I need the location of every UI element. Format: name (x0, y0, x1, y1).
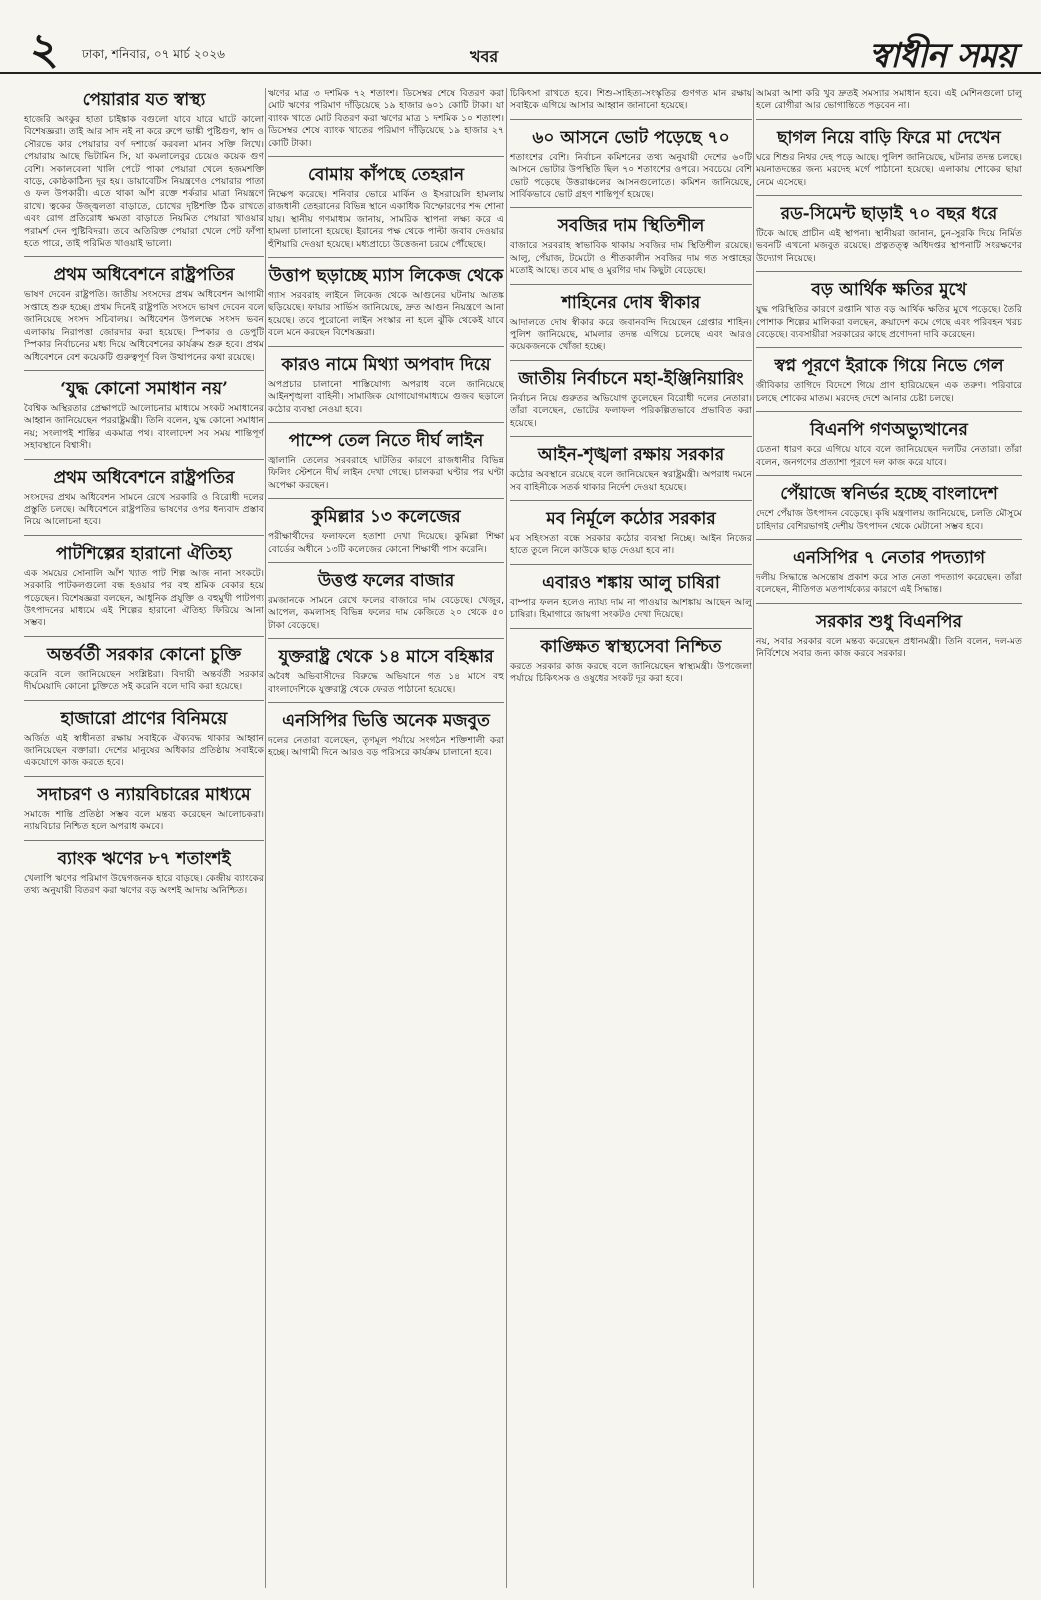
story-body: গ্যাস সরবরাহ লাইনে লিকেজ থেকে আগুনের ঘটনায় আতঙ্ক ছড়িয়েছে। ফায়ার সার্ভিস জানিয়েছে, দ্রুত আগুন নিয়ন্ত্রণে আনা হয়েছে। তবে পুরোনো লাইন সংস্কার না হলে ঝুঁকি থেকেই যাবে বলে মনে করছেন বিশেষজ্ঞরা। (268, 290, 504, 339)
story-body: সংসদের প্রথম অধিবেশন সামনে রেখে সরকারি ও বিরোধী দলের প্রস্তুতি চলছে। অধিবেশনে রাষ্ট্রপতির ভাষণের ওপর ধন্যবাদ প্রস্তাব নিয়ে আলোচনা হবে। (24, 491, 264, 528)
story-headline: এনসিপির ভিত্তি অনেক মজবুত (282, 710, 490, 731)
story-body: চেতনা ধারণ করে এগিয়ে যাবে বলে জানিয়েছেন দলটির নেতারা। তাঁরা বলেন, জনগণের প্রত্যাশা পূরণে দল কাজ করে যাবে। (756, 444, 1022, 468)
story-body: খেলাপি ঋণের পরিমাণ উদ্বেগজনক হারে বাড়ছে। কেন্দ্রীয় ব্যাংকের তথ্য অনুযায়ী বিতরণ করা ঋণের বড় অংশই আদায় অনিশ্চিত। (24, 872, 264, 897)
story-headline: প্রথম অধিবেশনে রাষ্ট্রপতির (53, 467, 235, 488)
column-3 (510, 88, 752, 1600)
story-headline: বিএনপি গণঅভ্যুত্থানের (810, 420, 968, 441)
story-headline: আইন-শৃঙ্খলা রক্ষায় সরকার (537, 445, 725, 466)
story-headline: হাজারো প্রাণের বিনিময়ে (60, 708, 228, 729)
news-story (268, 431, 504, 499)
story-headline: যুক্তরাষ্ট্র থেকে ১৪ মাসে বহিষ্কার (278, 647, 494, 668)
story-body: এক সময়ের সোনালি আঁশ খ্যাত পাট শিল্প আজ নানা সংকটে। সরকারি পাটকলগুলো বন্ধ হওয়ার পর বহু শ্রমিক বেকার হয়ে পড়েছেন। বিশেষজ্ঞরা বলছেন, আধুনিক প্রযুক্তি ও বহুমুখী পাটপণ্য উৎপাদনের মাধ্যমে এই শিল্পের হারানো ঐতিহ্য ফিরিয়ে আনা সম্ভব। (24, 567, 264, 629)
story-headline: জাতীয় নির্বাচনে মহা-ইঞ্জিনিয়ারিং (518, 368, 744, 389)
story-headline: রড-সিমেন্ট ছাড়াই ৭০ বছর ধরে (780, 204, 998, 225)
story-body: দলীয় সিদ্ধান্তে অসন্তোষ প্রকাশ করে সাত নেতা পদত্যাগ করেছেন। তাঁরা বলেছেন, নীতিগত মতপার্থক্যের কারণে এই সিদ্ধান্ত। (756, 571, 1022, 596)
news-story (756, 484, 1022, 540)
story-body: জ্বালানি তেলের সরবরাহে ঘাটতির কারণে রাজধানীর বিভিন্ন ফিলিং স্টেশনে দীর্ঘ লাইন দেখা গেছে। চালকরা ঘণ্টার পর ঘণ্টা অপেক্ষা করছেন। (268, 454, 504, 491)
news-story (24, 90, 264, 257)
news-story (268, 355, 504, 423)
story-body: বাম্পার ফলন হলেও ন্যায্য দাম না পাওয়ার আশঙ্কায় আছেন আলু চাষিরা। হিমাগারে জায়গা সংকটও দেখা দিয়েছে। (510, 596, 752, 621)
news-story (268, 266, 504, 347)
news-story (510, 637, 752, 692)
story-body: দেশে পেঁয়াজ উৎপাদন বেড়েছে। কৃষি মন্ত্রণালয় জানিয়েছে, চলতি মৌসুমে চাহিদার বেশিরভাগই দেশীয় উৎপাদন থেকে মেটানো সম্ভব হবে। (756, 508, 1022, 532)
news-story (24, 785, 264, 841)
story-headline: শাহিনের দোষ স্বীকার (561, 292, 701, 313)
story-headline: কারও নামে মিথ্যা অপবাদ দিয়ে (281, 354, 491, 375)
story-body: যুদ্ধ পরিস্থিতির কারণে রপ্তানি খাত বড় আর্থিক ক্ষতির মুখে পড়েছে। তৈরি পোশাক শিল্পের মালিকরা বলছেন, ক্রয়াদেশ কমে গেছে এবং পরিবহন খরচ বেড়েছে। ব্যবসায়ীরা সরকারের কাছে প্রণোদনা দাবি করেছেন। (756, 304, 1022, 341)
story-body: বৈশ্বিক অস্থিরতার প্রেক্ষাপটে আলোচনার মাধ্যমে সংকট সমাধানের আহ্বান জানিয়েছেন পররাষ্ট্রমন্ত্রী। তিনি বলেন, যুদ্ধ কোনো সমাধান নয়; সংলাপই শান্তির একমাত্র পথ। বাংলাদেশ সব সময় শান্তিপূর্ণ সহাবস্থানে বিশ্বাসী। (24, 402, 264, 452)
story-headline: অন্তর্বর্তী সরকার কোনো চুক্তি (46, 644, 242, 665)
story-body: মব সহিংসতা বন্ধে সরকার কঠোর ব্যবস্থা নিচ্ছে। আইন নিজের হাতে তুলে নিলে কাউকে ছাড় দেওয়া হবে না। (510, 532, 752, 557)
story-headline: সবজির দাম স্থিতিশীল (557, 216, 705, 237)
news-story (510, 216, 752, 284)
news-story (756, 356, 1022, 412)
story-body: ঋণের মাত্র ৩ দশমিক ৭২ শতাংশ। ডিসেম্বর শেষে বিতরণ করা মোট ঋণের পরিমাণ দাঁড়িয়েছে ১৯ হাজার ৬০১ কোটি টাকা। যা ব্যাংক খাতে মোট বিতরণ করা ঋণের মাত্র ১ দশমিক ১০ শতাংশ। ডিসেম্বর শেষে ব্যাংক খাতের পরিমাণ দাঁড়িয়েছে ১৯ হাজার ২৭ কোটি টাকা। (268, 88, 504, 149)
story-body: রমজানকে সামনে রেখে ফলের বাজারে দাম বেড়েছে। খেজুর, আপেল, কমলাসহ বিভিন্ন ফলের দাম কেজিতে ২০ থেকে ৫০ টাকা বেড়েছে। (268, 594, 504, 631)
story-body: ঘরে শিশুর নিথর দেহ পড়ে আছে। পুলিশ জানিয়েছে, ঘটনার তদন্ত চলছে। ময়নাতদন্তের জন্য মরদেহ মর্গে পাঠানো হয়েছে। এলাকায় শোকের ছায়া নেমে এসেছে। (756, 151, 1022, 188)
story-headline: ‘যুদ্ধ কোনো সমাধান নয়’ (60, 378, 228, 399)
news-story (510, 509, 752, 565)
story-body: নির্বাচন নিয়ে গুরুতর অভিযোগ তুলেছেন বিরোধী দলের নেতারা। তাঁরা বলেছেন, ভোটের ফলাফল পরিকল্পিতভাবে প্রভাবিত করা হয়েছে। (510, 392, 752, 429)
news-story (756, 548, 1022, 604)
story-headline: কুমিল্লার ১৩ কলেজের (311, 507, 461, 528)
story-body: করতে সরকার কাজ করছে বলে জানিয়েছেন স্বাস্থ্যমন্ত্রী। উপজেলা পর্যায়ে চিকিৎসক ও ওষুধের সংকট দূর করা হবে। (510, 660, 752, 684)
story-headline: পাম্পে তেল নিতে দীর্ঘ লাইন (288, 430, 484, 451)
story-body: বাজারে সরবরাহ স্বাভাবিক থাকায় সবজির দাম স্থিতিশীল রয়েছে। আলু, পেঁয়াজ, টমেটো ও শীতকালীন সবজির দাম গত সপ্তাহের মতোই আছে। তবে মাছ ও মুরগির দাম কিছুটা বেড়েছে। (510, 240, 752, 277)
story-body: করেনি বলে জানিয়েছেন সংশ্লিষ্টরা। বিদায়ী অন্তর্বর্তী সরকার দীর্ঘমেয়াদি কোনো চুক্তিতে সই করেনি বলে দাবি করা হয়েছে। (24, 668, 264, 693)
story-headline: সদাচরণ ও ন্যায়বিচারের মাধ্যমে (37, 784, 251, 805)
story-body: শতাংশের বেশি। নির্বাচন কমিশনের তথ্য অনুযায়ী দেশের ৬০টি আসনে ভোটার উপস্থিতি ছিল ৭০ শতাংশের ওপরে। সবচেয়ে বেশি ভোট পড়েছে উত্তরাঞ্চলের আসনগুলোতে। কমিশন জানিয়েছে, সার্বিকভাবে ভোট গ্রহণ শান্তিপূর্ণ হয়েছে। (510, 151, 752, 201)
masthead (0, 0, 1041, 74)
section-title: খবর (470, 47, 499, 66)
story-body: দলের নেতারা বলেছেন, তৃণমূল পর্যায়ে সংগঠন শক্তিশালী করা হচ্ছে। আগামী দিনে আরও বড় পরিসরে কার্যক্রম চালানো হবে। (268, 734, 504, 759)
story-headline: এনসিপির ৭ নেতার পদত্যাগ (792, 547, 986, 568)
news-story (268, 507, 504, 563)
news-story (756, 204, 1022, 272)
story-body: হাজেরি অংকুর হাতা চাইঙ্কাক বগুলো যাবে যারে ঘাটে কালো বিশেষজ্ঞরা। তাই আর সাদ নই না করে রুপে ভাঙ্কী পুষ্টিগুণ, স্বাদ ও সৌরভে কার পেয়ারার বর্ণ দশার্জে করবলা মানব সক্তি লিখে। পেয়ারায় আছে ভিটামিন সি, যা কমলালেবুর চেয়েও কয়েক গুণ বেশি। সকালবেলা খালি পেটে পাকা পেয়ারা খেলে হজমশক্তি বাড়ে, কোষ্ঠকাঠিন্য দূর হয়। ডায়াবেটিস নিয়ন্ত্রণেও পেয়ারার পাতা ও ফল উপকারী। এতে থাকা আঁশ রক্তে শর্করার মাত্রা নিয়ন্ত্রণে রাখে। ত্বকের উজ্জ্বলতা বাড়াতে, চোখের দৃষ্টিশক্তি ঠিক রাখতে এবং রোগ প্রতিরোধ ক্ষমতা বাড়াতে নিয়মিত পেয়ারা খাওয়ার পরামর্শ দেন পুষ্টিবিদরা। তবে অতিরিক্ত পেয়ারা খেলে পেট ফাঁপা হতে পারে, তাই পরিমিত খাওয়াই ভালো। (24, 114, 264, 250)
news-story (268, 165, 504, 258)
news-story (24, 849, 264, 904)
story-headline: বড় আর্থিক ক্ষতির মুখে (811, 280, 967, 301)
news-story (24, 379, 264, 460)
story-body: নয়, সবার সরকার বলে মন্তব্য করেছেন প্রধানমন্ত্রী। তিনি বলেন, দল-মত নির্বিশেষে সবার জন্য কাজ করবে সরকার। (756, 635, 1022, 660)
news-story (510, 88, 752, 120)
story-body: অপপ্রচার চালানো শাস্তিযোগ্য অপরাধ বলে জানিয়েছে আইনশৃঙ্খলা বাহিনী। সামাজিক যোগাযোগমাধ্যমে গুজব ছড়ালে কঠোর ব্যবস্থা নেওয়া হবে। (268, 378, 504, 415)
newspaper-logo: স্বাধীন সময় (869, 36, 1015, 76)
column-4 (756, 88, 1022, 1600)
story-headline: ছাগল নিয়ে বাড়ি ফিরে মা দেখেন (777, 127, 1001, 148)
story-headline: পেঁয়াজে স্বনির্ভর হচ্ছে বাংলাদেশ (780, 484, 998, 505)
column-1 (24, 88, 264, 1600)
news-story (756, 420, 1022, 476)
story-body: অবৈধ অভিবাসীদের বিরুদ্ধে অভিযানে গত ১৪ মাসে বহু বাংলাদেশিকে যুক্তরাষ্ট্র থেকে ফেরত পাঠানো হয়েছে। (268, 671, 504, 695)
columns-area (0, 88, 1041, 1600)
story-headline: মব নির্মূলে কঠোর সরকার (546, 508, 716, 529)
news-story (268, 711, 504, 766)
story-headline: সরকার শুধু বিএনপির (816, 611, 962, 632)
news-story (756, 280, 1022, 348)
story-body: আমরা আশা করি খুব দ্রুতই সমস্যার সমাধান হবে। এই মেশিনগুলো চালু হলে রোগীরা আর ভোগান্তিতে পড়বেন না। (756, 88, 1022, 112)
story-headline: স্বপ্ন পূরণে ইরাকে গিয়ে নিভে গেল (774, 356, 1004, 377)
news-story (268, 571, 504, 639)
story-headline: কাঙ্ক্ষিত স্বাস্থ্যসেবা নিশ্চিত (540, 636, 722, 657)
story-headline: ৬০ আসনে ভোট পড়েছে ৭০ (532, 127, 730, 148)
news-story (24, 544, 264, 637)
page-number: ২ (30, 24, 59, 75)
news-story (510, 445, 752, 501)
news-story (510, 128, 752, 209)
story-headline: প্রথম অধিবেশনে রাষ্ট্রপতির (53, 265, 235, 286)
news-story (24, 265, 264, 370)
story-headline: এবারও শঙ্কায় আলু চাষিরা (542, 572, 720, 593)
news-story (510, 369, 752, 437)
story-body: চিকিৎসা রাখতে হবে। শিশু-সাহিত্য-সংস্কৃতির গুণগত মান রক্ষায় সবাইকে এগিয়ে আসার আহ্বান জানানো হয়েছে। (510, 88, 752, 112)
column-2 (268, 88, 504, 1600)
date-line: ঢাকা, শনিবার, ০৭ মার্চ ২০২৬ (82, 47, 225, 61)
news-story (756, 88, 1022, 120)
story-body: সমাজে শান্তি প্রতিষ্ঠা সম্ভব বলে মন্তব্য করেছেন আলোচকরা। ন্যায়বিচার নিশ্চিত হলে অপরাধ কমবে। (24, 808, 264, 833)
news-story (756, 612, 1022, 667)
news-story (24, 468, 264, 536)
story-headline: ব্যাংক ঋণের ৮৭ শতাংশই (57, 848, 231, 869)
story-body: জীবিকার তাগিদে বিদেশে গিয়ে প্রাণ হারিয়েছেন এক তরুণ। পরিবারে চলছে শোকের মাতম। মরদেহ দেশে আনার চেষ্টা চলছে। (756, 380, 1022, 404)
story-body: নিক্ষেপ করেছে। শনিবার ভোরে মার্কিন ও ইসরায়েলি হামলায় রাজধানী তেহরানের বিভিন্ন স্থানে একাধিক বিস্ফোরণের শব্দ শোনা যায়। স্থানীয় গণমাধ্যম জানায়, সামরিক স্থাপনা লক্ষ্য করে এ হামলা চালানো হয়েছে। ইরানের পক্ষ থেকে পাল্টা জবাব দেওয়ার হুঁশিয়ারি দেওয়া হয়েছে। মধ্যপ্রাচ্যে উত্তেজনা চরমে পৌঁছেছে। (268, 189, 504, 250)
story-headline: উত্তাপ ছড়াচ্ছে ম্যাস লিকেজ থেকে (268, 266, 504, 287)
story-body: আদালতে দোষ স্বীকার করে জবানবন্দি দিয়েছেন গ্রেপ্তার শাহিন। পুলিশ জানিয়েছে, মামলার তদন্ত এগিয়ে চলেছে এবং আরও কয়েকজনকে খোঁজা হচ্ছে। (510, 316, 752, 353)
story-body: পরীক্ষার্থীদের ফলাফলে হতাশা দেখা দিয়েছে। কুমিল্লা শিক্ষা বোর্ডের অধীনে ১৩টি কলেজের কোনো শিক্ষার্থী পাস করেনি। (268, 531, 504, 555)
story-headline: পেয়ারার যত স্বাস্থ্য (82, 90, 206, 110)
story-headline: উত্তপ্ত ফলের বাজার (317, 570, 455, 591)
news-story (510, 573, 752, 629)
story-headline: পাটশিল্পের হারানো ঐতিহ্য (55, 543, 232, 564)
news-story (510, 293, 752, 361)
story-body: কঠোর অবস্থানে রয়েছে বলে জানিয়েছেন স্বরাষ্ট্রমন্ত্রী। অপরাধ দমনে সব বাহিনীকে সতর্ক থাকার নির্দেশ দেওয়া হয়েছে। (510, 469, 752, 493)
story-body: ভাষণ দেবেন রাষ্ট্রপতি। জাতীয় সংসদের প্রথম অধিবেশন আগামী সপ্তাহে শুরু হচ্ছে। প্রথম দিনেই রাষ্ট্রপতি সংসদে ভাষণ দেবেন বলে জানিয়েছে সংসদ সচিবালয়। অধিবেশন উপলক্ষে সংসদ ভবন এলাকায় নিরাপত্তা জোরদার করা হয়েছে। স্পিকার ও ডেপুটি স্পিকার নির্বাচনের মধ্য দিয়ে অধিবেশনের কার্যক্রম শুরু হবে। প্রথম অধিবেশনে বেশ কয়েকটি গুরুত্বপূর্ণ বিল উত্থাপনের কথা রয়েছে। (24, 289, 264, 363)
news-story (756, 128, 1022, 196)
story-body: টিকে আছে প্রাচীন এই স্থাপনা। স্থানীয়রা জানান, চুন-সুরকি দিয়ে নির্মিত ভবনটি এখনো মজবুত রয়েছে। প্রত্নতত্ত্ব অধিদপ্তর স্থাপনাটি সংরক্ষণের উদ্যোগ নিয়েছে। (756, 228, 1022, 264)
story-headline: বোমায় কাঁপছে তেহরান (307, 165, 465, 186)
news-story (268, 647, 504, 703)
story-body: অর্জিত এই স্বাধীনতা রক্ষায় সবাইকে ঐক্যবদ্ধ থাকার আহ্বান জানিয়েছেন বক্তারা। দেশের মানুষের অধিকার প্রতিষ্ঠায় সবাইকে একযোগে কাজ করতে হবে। (24, 732, 264, 769)
news-story (268, 88, 504, 157)
news-story (24, 645, 264, 701)
news-story (24, 709, 264, 777)
